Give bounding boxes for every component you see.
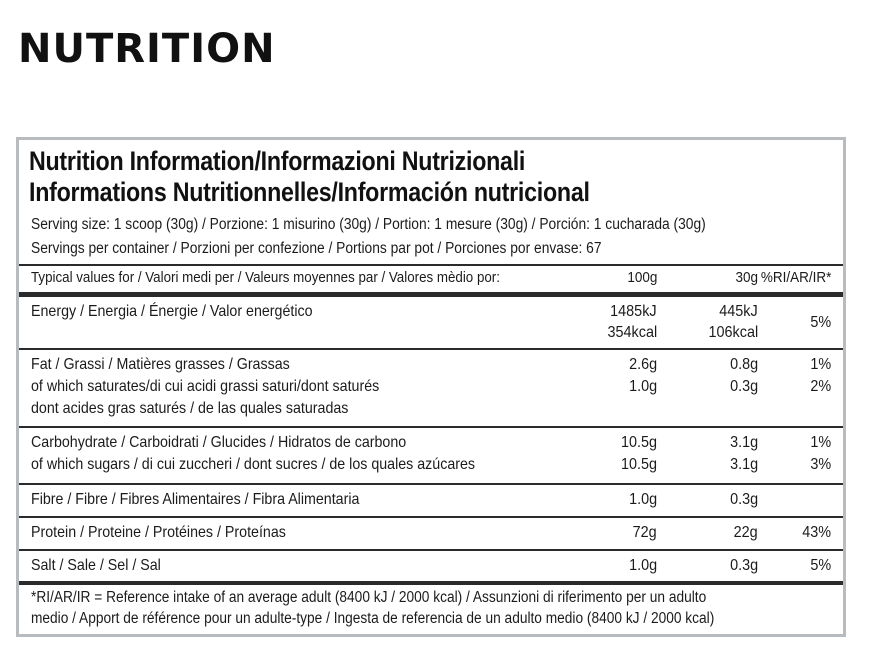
energy-kj-100g: 1485kJ <box>610 303 657 320</box>
saturates-100g: 1.0g <box>628 378 657 395</box>
sugars-ri: 3% <box>810 456 831 473</box>
protein-label: Protein / Proteine / Protéines / Proteínas <box>31 524 286 541</box>
saturates-30g: 0.3g <box>729 378 758 395</box>
fat-30g: 0.8g <box>729 356 758 373</box>
fat-ri: 1% <box>810 356 831 373</box>
energy-label: Energy / Energia / Énergie / Valor energético <box>31 303 313 320</box>
carbohydrate-30g: 3.1g <box>729 434 758 451</box>
footnote-line1: *RI/AR/IR = Reference intake of an average adult (8400 kJ / 2000 kcal) / Assunzioni di riferimento per un adulto <box>31 589 707 606</box>
protein-30g: 22g <box>733 524 758 541</box>
divider-thick <box>19 292 843 297</box>
saturates-ri: 2% <box>810 378 831 395</box>
divider-thick <box>19 581 843 585</box>
sugars-100g: 10.5g <box>620 456 657 473</box>
carbohydrate-label: Carbohydrate / Carboidrati / Glucides / Hidratos de carbono <box>31 434 407 451</box>
header-100g: 100g <box>626 269 657 286</box>
salt-label: Salt / Sale / Sel / Sal <box>31 557 161 574</box>
protein-100g: 72g <box>632 524 657 541</box>
divider <box>19 348 843 350</box>
carbohydrate-100g: 10.5g <box>620 434 657 451</box>
divider <box>19 516 843 518</box>
fat-label: Fat / Grassi / Matières grasses / Grassas <box>31 356 290 373</box>
panel-title-line2: Informations Nutritionnelles/Información nutricional <box>29 177 590 207</box>
sugars-label: of which sugars / di cui zuccheri / dont sucres / de los quales azúcares <box>31 456 476 473</box>
divider <box>19 426 843 428</box>
header-ri: %RI/AR/IR* <box>760 269 831 286</box>
energy-ri: 5% <box>810 314 831 331</box>
divider <box>19 549 843 551</box>
fat-100g: 2.6g <box>628 356 657 373</box>
footnote-line2: medio / Apport de référence pour un adulte-type / Ingesta de referencia de un adulto medio (8400 kJ / 2000 kcal) <box>31 610 715 627</box>
salt-100g: 1.0g <box>628 557 657 574</box>
header-30g: 30g <box>735 269 758 286</box>
protein-ri: 43% <box>802 524 831 541</box>
energy-kcal-100g: 354kcal <box>607 324 657 341</box>
energy-kj-30g: 445kJ <box>719 303 758 320</box>
panel-title-line1: Nutrition Information/Informazioni Nutrizionali <box>29 146 526 176</box>
page-heading: NUTRITION <box>18 26 276 72</box>
fibre-30g: 0.3g <box>729 491 758 508</box>
servings-per-container: Servings per container / Porzioni per confezione / Portions par pot / Porciones por envase: 67 <box>31 240 602 257</box>
sugars-30g: 3.1g <box>729 456 758 473</box>
divider <box>19 264 843 266</box>
divider <box>19 483 843 485</box>
fat-saturates-label: of which saturates/di cui acidi grassi saturi/dont saturés <box>31 378 380 395</box>
footnote <box>31 587 714 629</box>
fat-saturates-label-2: dont acides gras saturés / de las quales saturadas <box>31 400 349 417</box>
fibre-100g: 1.0g <box>628 491 657 508</box>
serving-size: Serving size: 1 scoop (30g) / Porzione: 1 misurino (30g) / Portion: 1 mesure (30g) / Porción: 1 cucharada (30g) <box>31 216 706 233</box>
salt-30g: 0.3g <box>729 557 758 574</box>
salt-ri: 5% <box>810 557 831 574</box>
header-label: Typical values for / Valori medi per / Valeurs moyennes par / Valores mèdio por: <box>31 269 500 286</box>
fibre-label: Fibre / Fibre / Fibres Alimentaires / Fibra Alimentaria <box>31 491 360 508</box>
energy-kcal-30g: 106kcal <box>708 324 758 341</box>
carbohydrate-ri: 1% <box>810 434 831 451</box>
nutrition-panel <box>16 137 846 637</box>
